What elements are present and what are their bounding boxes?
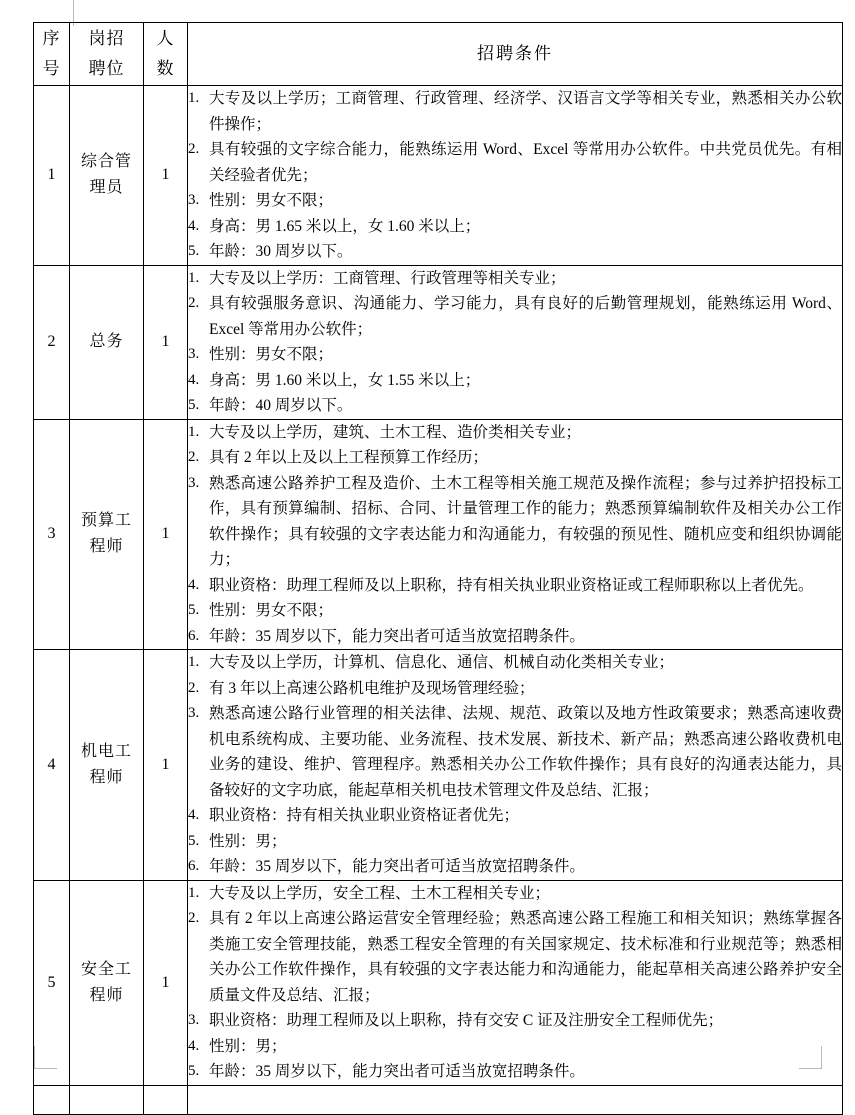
cell-headcount: 1 xyxy=(144,419,188,650)
condition-item: 年龄：40 周岁以下。 xyxy=(209,397,353,414)
column-header-conditions: 招聘条件 xyxy=(188,23,843,86)
cell-conditions xyxy=(188,650,843,881)
cell-post-title xyxy=(70,86,144,266)
cell-post-title xyxy=(70,880,144,1085)
condition-item: 性别：男女不限； xyxy=(209,602,334,619)
column-header-sequence-line1: 序 xyxy=(42,29,61,48)
table-row xyxy=(34,86,843,266)
condition-item: 有 3 年以上高速公路机电维护及现场管理经验； xyxy=(209,679,535,697)
cell-empty xyxy=(34,1085,70,1114)
cell-empty xyxy=(144,1085,188,1114)
cell-sequence: 4 xyxy=(34,650,70,881)
table-row xyxy=(34,880,843,1085)
condition-item: 熟悉高速公路行业管理的相关法律、法规、规范、政策以及地方性政策要求；熟悉高速收费机电系统构成、主要功能、业务流程、技术发展、新技术、新产品；熟悉高速公路收费机电业务的建设、维护、管理程序。熟悉相关办公工作软件操作；具有良好的沟通表达能力，具备较好的文字功底，能起草相关机电技术管理文件及总结、汇报； xyxy=(209,705,842,799)
condition-item: 大专及以上学历，计算机、信息化、通信、机械自动化类相关专业； xyxy=(209,654,675,671)
condition-item: 性别：男； xyxy=(209,832,287,850)
cell-conditions xyxy=(188,86,843,266)
cell-sequence: 5 xyxy=(34,880,70,1085)
post-title-line: 程师 xyxy=(89,538,124,556)
cell-sequence: 3 xyxy=(34,419,70,650)
column-header-sequence xyxy=(34,23,70,86)
post-title-line: 综合管 xyxy=(80,153,132,171)
cell-post-title xyxy=(70,265,144,419)
cell-headcount: 1 xyxy=(144,265,188,419)
condition-item: 身高：男 1.65 米以上，女 1.60 米以上； xyxy=(209,217,481,235)
condition-item: 身高：男 1.60 米以上，女 1.55 米以上； xyxy=(209,371,481,389)
column-header-sequence-line2: 号 xyxy=(42,59,61,78)
condition-item: 大专及以上学历，建筑、土木工程、造价类相关专业； xyxy=(209,423,582,441)
document-page xyxy=(33,22,842,1115)
table-row-continuation xyxy=(34,1085,843,1114)
recruitment-table xyxy=(33,22,843,1115)
condition-item: 性别：男女不限； xyxy=(209,346,334,363)
column-header-count-line1: 人 xyxy=(156,29,175,48)
cell-headcount: 1 xyxy=(144,650,188,881)
condition-item: 具有较强服务意识、沟通能力、学习能力，具有良好的后勤管理规划，能熟练运用 Word、Excel 等常用办公软件； xyxy=(209,295,842,338)
post-title-line: 预算工 xyxy=(80,512,132,530)
condition-item: 年龄：35 周岁以下，能力突出者可适当放宽招聘条件。 xyxy=(209,1063,585,1080)
table-body xyxy=(34,86,843,1115)
cell-conditions xyxy=(188,419,843,650)
conditions-list xyxy=(188,420,842,650)
post-title-line: 安全工 xyxy=(80,960,132,978)
cell-post-title xyxy=(70,650,144,881)
post-title-line: 程师 xyxy=(89,986,124,1004)
cell-sequence: 1 xyxy=(34,86,70,266)
cell-conditions xyxy=(188,880,843,1085)
table-row xyxy=(34,650,843,881)
cell-empty xyxy=(188,1085,843,1114)
column-header-post-line1: 岗招 xyxy=(88,29,125,48)
conditions-list xyxy=(188,266,842,419)
cell-sequence: 2 xyxy=(34,265,70,419)
post-title-line: 机电工 xyxy=(80,742,132,760)
condition-item: 年龄：35 周岁以下，能力突出者可适当放宽招聘条件。 xyxy=(209,858,585,875)
condition-item: 大专及以上学历：工商管理、行政管理等相关专业； xyxy=(209,269,566,287)
condition-item: 职业资格：助理工程师及以上职称，持有交安 C 证及注册安全工程师优先； xyxy=(209,1012,724,1029)
condition-item: 具有较强的文字综合能力，能熟练运用 Word、Excel 等常用办公软件。中共党员优先。有相关经验者优先； xyxy=(209,141,842,184)
condition-item: 具有 2 年以上及以上工程预算工作经历； xyxy=(209,449,489,466)
cell-headcount: 1 xyxy=(144,880,188,1085)
condition-item: 性别：男； xyxy=(209,1037,287,1055)
cell-post-title xyxy=(70,419,144,650)
post-title-line: 理员 xyxy=(89,179,124,197)
condition-item: 职业资格：持有相关执业职业资格证者优先； xyxy=(209,807,520,824)
cell-conditions xyxy=(188,265,843,419)
condition-item: 熟悉高速公路养护工程及造价、土木工程等相关施工规范及操作流程；参与过养护招投标工作，具有预算编制、招标、合同、计量管理工作的能力；熟悉预算编制软件及相关办公工作软件操作；具有较强的文字表达能力和沟通能力，有较强的预见性、随机应变和组织协调能力； xyxy=(209,474,842,568)
post-title-line: 程师 xyxy=(89,768,124,786)
conditions-list xyxy=(188,650,842,880)
column-header-post-line2: 聘位 xyxy=(88,59,125,78)
condition-item: 性别：男女不限； xyxy=(209,192,334,209)
post-title-line: 总务 xyxy=(89,333,124,350)
table-row xyxy=(34,419,843,650)
condition-item: 大专及以上学历，安全工程、土木工程相关专业； xyxy=(209,884,551,902)
cell-headcount: 1 xyxy=(144,86,188,266)
table-row xyxy=(34,265,843,419)
condition-item: 职业资格：助理工程师及以上职称，持有相关执业职业资格证或工程师职称以上者优先。 xyxy=(209,576,814,594)
cell-empty xyxy=(70,1085,144,1114)
condition-item: 年龄：35 周岁以下，能力突出者可适当放宽招聘条件。 xyxy=(209,627,585,645)
column-header-count-line2: 数 xyxy=(156,59,175,78)
condition-item: 年龄：30 周岁以下。 xyxy=(209,243,353,260)
condition-item: 具有 2 年以上高速公路运营安全管理经验；熟悉高速公路工程施工和相关知识；熟练掌握各类施工安全管理技能，熟悉工程安全管理的有关国家规定、技术标准和行业规范等；熟悉相关办公工作软件操作，具有较强的文字表达能力和沟通能力，能起草相关高速公路养护安全质量文件及总结、汇报； xyxy=(209,910,842,1004)
conditions-list xyxy=(188,881,842,1085)
condition-item: 大专及以上学历；工商管理、行政管理、经济学、汉语言文学等相关专业，熟悉相关办公软件操作； xyxy=(209,90,842,133)
column-header-post xyxy=(70,23,144,86)
conditions-list xyxy=(188,86,842,265)
table-header-row xyxy=(34,23,843,86)
column-header-count xyxy=(144,23,188,86)
